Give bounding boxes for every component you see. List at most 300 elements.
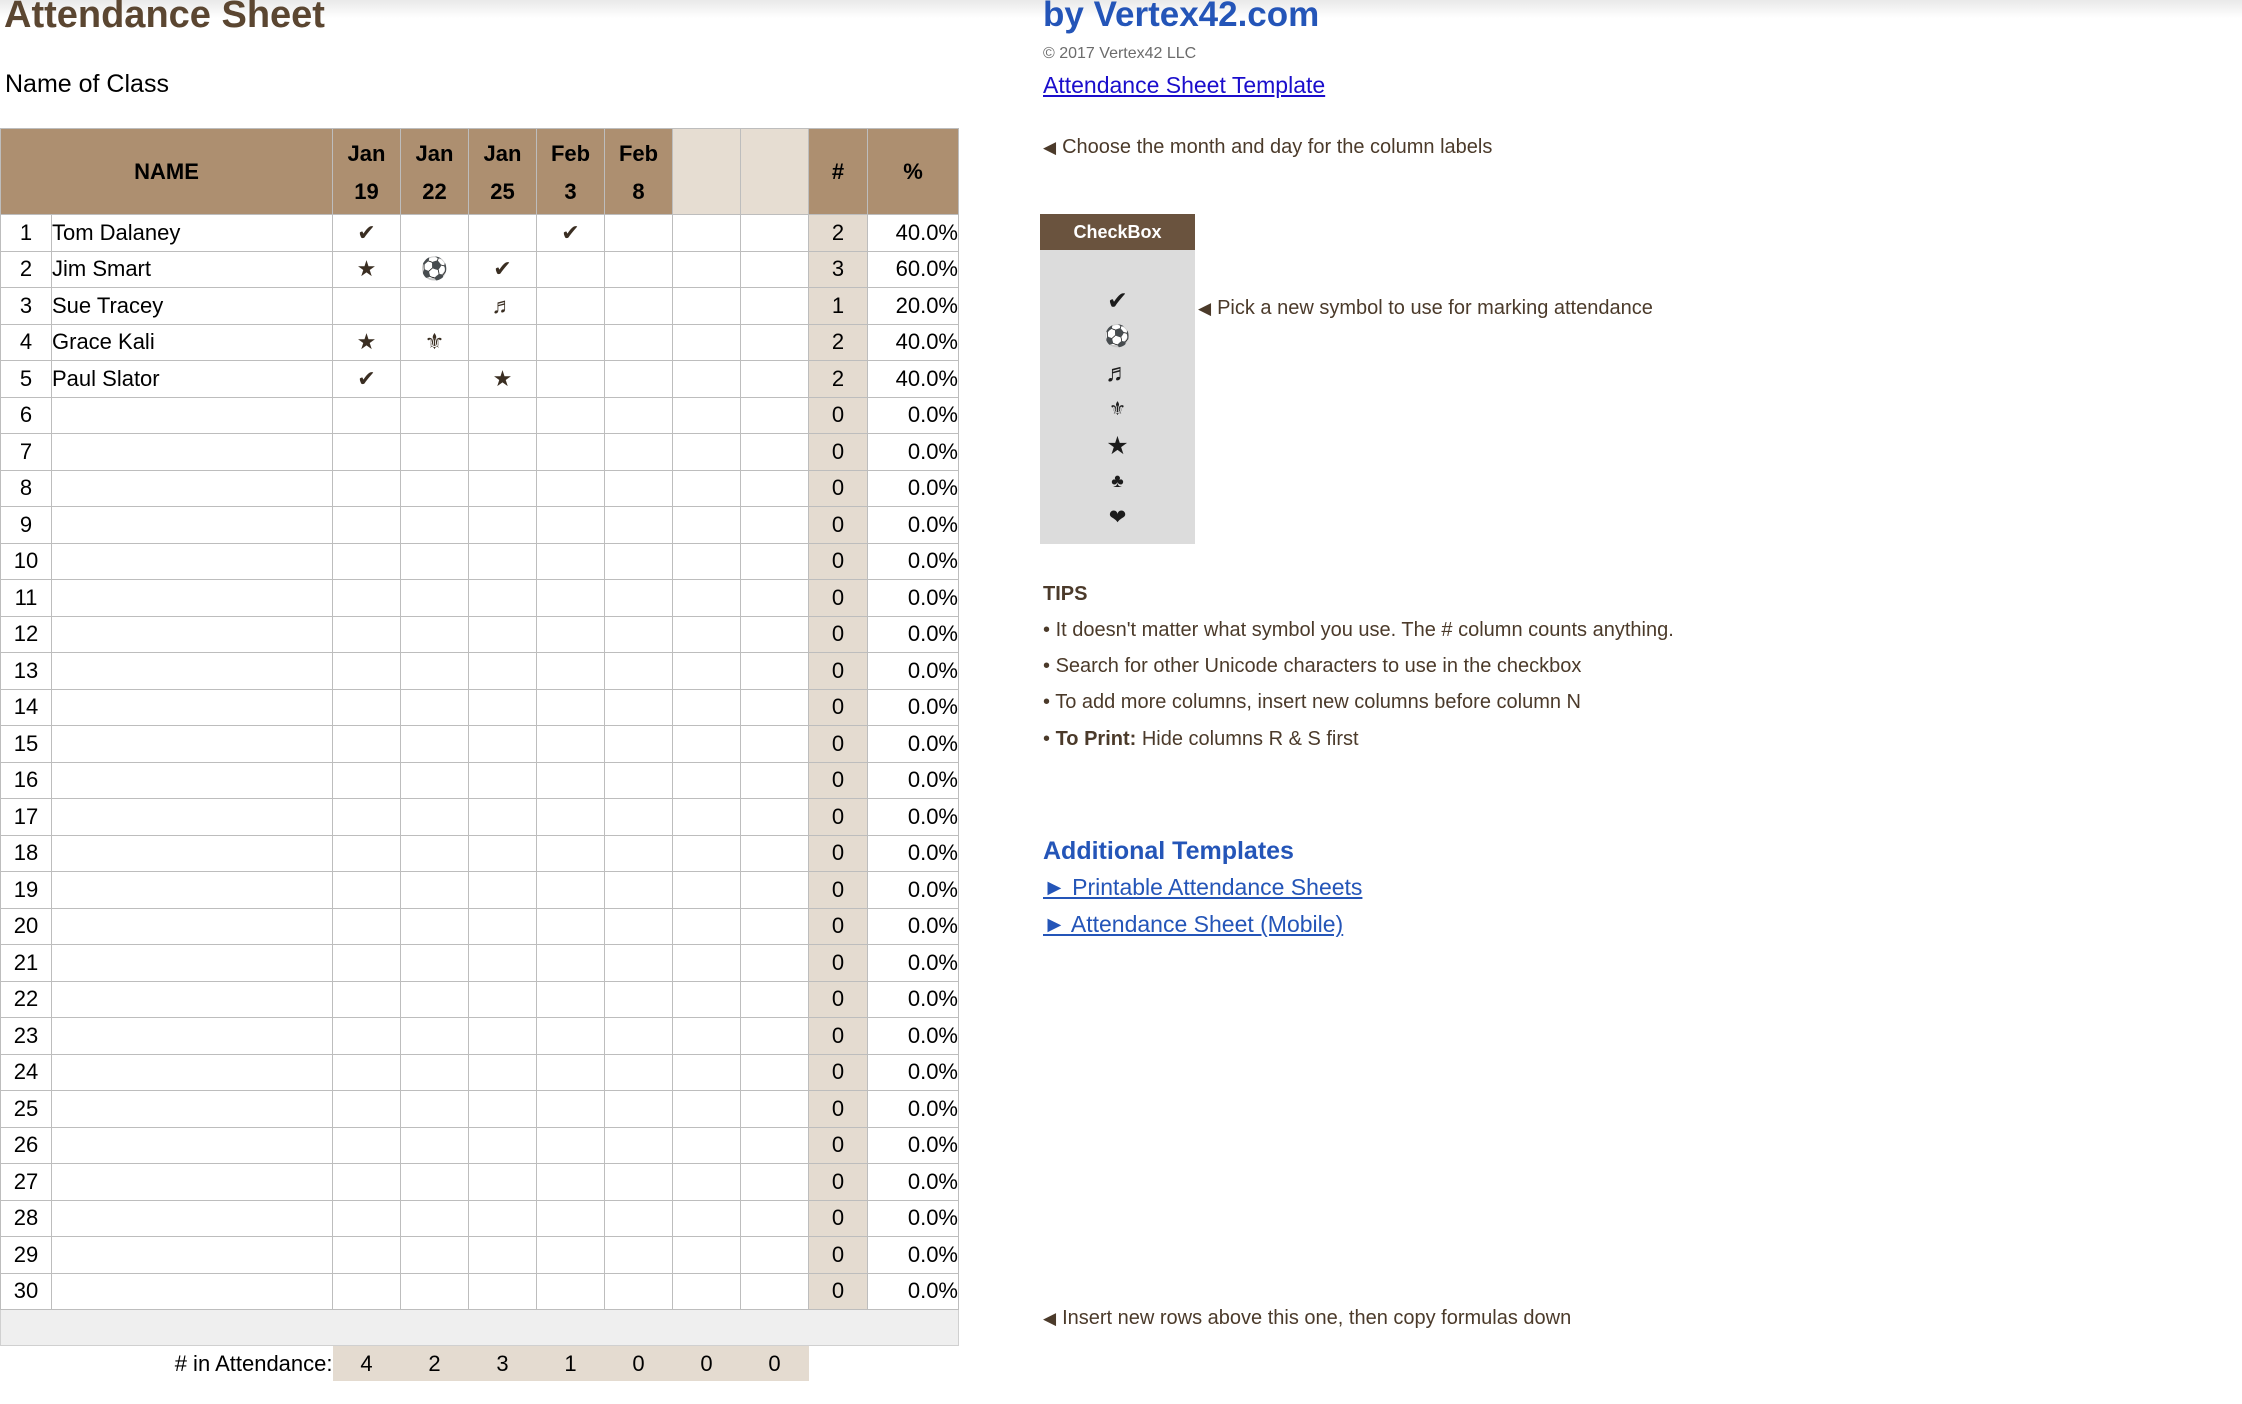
attendance-mark-cell[interactable] (537, 653, 605, 690)
attendance-mark-cell[interactable] (401, 908, 469, 945)
row-number: 15 (1, 726, 52, 763)
attendance-mark-cell[interactable] (741, 361, 809, 398)
attendance-mark-cell[interactable] (605, 1018, 673, 1055)
attendance-mark-cell[interactable] (333, 1200, 401, 1237)
attendance-mark-cell[interactable] (469, 872, 537, 909)
attendance-mark-cell[interactable] (673, 1237, 741, 1274)
attendance-mark-cell[interactable] (605, 1273, 673, 1310)
student-name-cell[interactable] (52, 434, 333, 471)
student-name-cell[interactable] (52, 1054, 333, 1091)
attendance-mark-cell[interactable] (741, 1237, 809, 1274)
attendance-percent-cell: 0.0% (868, 1054, 959, 1091)
attendance-mark-cell[interactable] (741, 324, 809, 361)
heart-icon[interactable]: ❤ (1108, 506, 1127, 529)
attendance-mark-cell[interactable] (605, 799, 673, 836)
attendance-mark-cell[interactable] (673, 288, 741, 325)
attendance-mark-cell[interactable] (401, 1018, 469, 1055)
student-name-cell[interactable] (52, 507, 333, 544)
check-mark-icon[interactable]: ✔ (1107, 287, 1128, 315)
attendance-mark-cell[interactable] (537, 1200, 605, 1237)
attendance-mark-cell[interactable] (605, 1091, 673, 1128)
attendance-mark-cell[interactable] (333, 653, 401, 690)
attendance-mark-cell[interactable] (401, 215, 469, 252)
attendance-mark-cell[interactable] (469, 653, 537, 690)
attendance-mark-cell[interactable] (401, 1054, 469, 1091)
attendance-mark-cell[interactable] (605, 470, 673, 507)
attendance-mark-cell[interactable] (741, 981, 809, 1018)
date-month: Feb (550, 140, 591, 166)
attendance-mark-cell[interactable] (401, 543, 469, 580)
attendance-mark-cell[interactable] (673, 945, 741, 982)
attendance-mark-cell[interactable] (469, 689, 537, 726)
attendance-mark-cell[interactable] (333, 507, 401, 544)
attendance-mark-cell[interactable] (401, 507, 469, 544)
attendance-mark-cell[interactable] (333, 1018, 401, 1055)
attendance-mark-cell[interactable] (333, 397, 401, 434)
attendance-mark-cell[interactable] (673, 324, 741, 361)
attendance-mark-cell[interactable] (673, 799, 741, 836)
attendance-mark-cell[interactable] (605, 434, 673, 471)
attendance-mark-cell[interactable] (741, 1200, 809, 1237)
soccer-ball-icon[interactable]: ⚽ (1104, 325, 1131, 348)
attendance-mark-cell[interactable]: ✔ (333, 215, 401, 252)
attendance-mark-cell[interactable] (469, 507, 537, 544)
attendance-mark-cell[interactable] (469, 616, 537, 653)
attendance-mark-cell[interactable] (605, 507, 673, 544)
attendance-percent-cell: 0.0% (868, 981, 959, 1018)
student-name-cell[interactable]: Tom Dalaney (52, 215, 333, 252)
attendance-mark-cell[interactable] (333, 580, 401, 617)
attendance-mark-cell[interactable] (673, 762, 741, 799)
attendance-mark-cell[interactable] (537, 1127, 605, 1164)
attendance-mark-cell[interactable] (401, 1164, 469, 1201)
attendance-mark-cell[interactable] (333, 543, 401, 580)
attendance-mark-cell[interactable] (469, 1237, 537, 1274)
attendance-mark-cell[interactable] (673, 1018, 741, 1055)
attendance-mark-cell[interactable] (537, 288, 605, 325)
attendance-mobile-link[interactable]: ► Attendance Sheet (Mobile) (1043, 911, 1344, 937)
attendance-mark-cell[interactable] (741, 653, 809, 690)
attendance-mark-cell[interactable] (741, 1164, 809, 1201)
attendance-mark-cell[interactable] (605, 1237, 673, 1274)
attendance-mark-cell[interactable] (741, 470, 809, 507)
attendance-mark-cell[interactable] (537, 1237, 605, 1274)
student-name-cell[interactable] (52, 1164, 333, 1201)
attendance-mark-cell[interactable] (741, 1273, 809, 1310)
attendance-mark-cell[interactable] (605, 872, 673, 909)
attendance-mark-cell[interactable] (333, 1237, 401, 1274)
attendance-mark-cell[interactable] (605, 288, 673, 325)
attendance-mark-cell[interactable] (605, 324, 673, 361)
attendance-mark-cell[interactable] (605, 1054, 673, 1091)
attendance-mark-cell[interactable] (333, 1164, 401, 1201)
total-cell: 4 (333, 1346, 401, 1382)
attendance-mark-cell[interactable] (537, 1091, 605, 1128)
attendance-mark-cell[interactable] (673, 361, 741, 398)
attendance-mark-cell[interactable] (605, 689, 673, 726)
attendance-mark-cell[interactable] (605, 580, 673, 617)
attendance-mark-cell[interactable] (401, 835, 469, 872)
attendance-mark-cell[interactable] (741, 288, 809, 325)
attendance-mark-cell[interactable] (673, 507, 741, 544)
row-number: 27 (1, 1164, 52, 1201)
attendance-mark-cell[interactable] (605, 835, 673, 872)
row-number: 8 (1, 470, 52, 507)
attendance-mark-cell[interactable] (469, 215, 537, 252)
attendance-mark-cell[interactable] (605, 543, 673, 580)
attendance-mark-cell[interactable] (537, 580, 605, 617)
attendance-mark-cell[interactable] (401, 616, 469, 653)
attendance-mark-cell[interactable] (333, 799, 401, 836)
attendance-mark-cell[interactable] (605, 1164, 673, 1201)
attendance-mark-cell[interactable] (469, 1164, 537, 1201)
student-name-cell[interactable] (52, 835, 333, 872)
attendance-count-cell: 0 (809, 470, 868, 507)
attendance-mark-cell[interactable] (537, 689, 605, 726)
student-name-cell[interactable] (52, 1018, 333, 1055)
tip-text: Search for other Unicode characters to use in the checkbox (1055, 655, 1582, 677)
attendance-mark-cell[interactable] (469, 324, 537, 361)
attendance-mark-cell[interactable] (605, 361, 673, 398)
star-icon[interactable]: ★ (1106, 432, 1129, 460)
attendance-mark-cell[interactable] (537, 1273, 605, 1310)
attendance-mark-cell[interactable] (605, 726, 673, 763)
date-header[interactable] (401, 129, 469, 215)
attendance-mark-cell[interactable] (673, 726, 741, 763)
attendance-mark-cell[interactable] (741, 507, 809, 544)
attendance-mark-cell[interactable] (537, 543, 605, 580)
attendance-mark-cell[interactable] (741, 689, 809, 726)
attendance-mark-cell[interactable] (537, 507, 605, 544)
attendance-mark-cell[interactable] (741, 762, 809, 799)
attendance-mark-cell[interactable] (605, 908, 673, 945)
class-name-field[interactable]: Name of Class (5, 70, 169, 98)
attendance-mark-cell[interactable] (469, 908, 537, 945)
attendance-mark-cell[interactable] (741, 580, 809, 617)
attendance-mark-cell[interactable] (673, 981, 741, 1018)
attendance-mark-cell[interactable] (469, 1127, 537, 1164)
student-name-cell[interactable] (52, 653, 333, 690)
attendance-mark-cell[interactable] (333, 689, 401, 726)
attendance-percent-cell: 0.0% (868, 726, 959, 763)
attendance-mark-cell[interactable] (537, 361, 605, 398)
attendance-mark-cell[interactable] (537, 251, 605, 288)
attendance-mark-cell[interactable] (673, 543, 741, 580)
attendance-mark-cell[interactable] (469, 397, 537, 434)
date-header-empty[interactable] (673, 129, 741, 215)
attendance-mark-cell[interactable]: ★ (333, 251, 401, 288)
attendance-mark-cell[interactable] (537, 981, 605, 1018)
attendance-mark-cell[interactable] (537, 726, 605, 763)
attendance-mark-cell[interactable] (333, 434, 401, 471)
attendance-mark-cell[interactable]: ⚽ (401, 251, 469, 288)
student-name-cell[interactable] (52, 762, 333, 799)
attendance-mark-cell[interactable] (469, 1091, 537, 1128)
student-name-cell[interactable] (52, 945, 333, 982)
attendance-mark-cell[interactable] (537, 324, 605, 361)
student-name-cell[interactable] (52, 1091, 333, 1128)
attendance-mark-cell[interactable] (673, 653, 741, 690)
attendance-mark-cell[interactable] (333, 945, 401, 982)
attendance-mark-cell[interactable] (537, 1018, 605, 1055)
attendance-count-cell: 0 (809, 726, 868, 763)
attendance-mark-cell[interactable] (469, 1273, 537, 1310)
attendance-mark-cell[interactable] (333, 288, 401, 325)
student-name-cell[interactable] (52, 689, 333, 726)
attendance-mark-cell[interactable] (605, 762, 673, 799)
attendance-mark-cell[interactable] (333, 470, 401, 507)
attendance-mark-cell[interactable] (605, 616, 673, 653)
table-row (1, 762, 959, 799)
attendance-mark-cell[interactable] (469, 1018, 537, 1055)
tip-item: • Search for other Unicode characters to use in the checkbox (1043, 655, 1582, 677)
table-row (1, 1127, 959, 1164)
attendance-mark-cell[interactable] (673, 835, 741, 872)
student-name-cell[interactable] (52, 981, 333, 1018)
attendance-count-cell: 0 (809, 1054, 868, 1091)
attendance-mark-cell[interactable] (469, 945, 537, 982)
attendance-mark-cell[interactable] (741, 1127, 809, 1164)
attendance-mark-cell[interactable] (741, 872, 809, 909)
attendance-mark-cell[interactable] (673, 1127, 741, 1164)
attendance-mark-cell[interactable] (605, 945, 673, 982)
attendance-mark-cell[interactable] (537, 799, 605, 836)
attendance-mark-cell[interactable] (537, 1054, 605, 1091)
template-link[interactable]: Attendance Sheet Template (1043, 72, 1326, 98)
attendance-mark-cell[interactable] (469, 1200, 537, 1237)
attendance-mark-cell[interactable] (605, 1127, 673, 1164)
attendance-mark-cell[interactable] (673, 580, 741, 617)
attendance-mark-cell[interactable] (537, 872, 605, 909)
student-name-cell[interactable] (52, 1127, 333, 1164)
student-name-cell[interactable]: Sue Tracey (52, 288, 333, 325)
attendance-mark-cell[interactable] (401, 799, 469, 836)
student-name-cell[interactable] (52, 908, 333, 945)
attendance-count-cell: 2 (809, 361, 868, 398)
attendance-mark-cell[interactable] (401, 1127, 469, 1164)
attendance-mark-cell[interactable] (401, 361, 469, 398)
percent-header: % (868, 129, 959, 215)
attendance-percent-cell: 0.0% (868, 1200, 959, 1237)
printable-attendance-link[interactable]: ► Printable Attendance Sheets (1043, 874, 1363, 900)
music-note-icon[interactable]: ♬ (1105, 359, 1130, 387)
attendance-mark-cell[interactable] (469, 981, 537, 1018)
attendance-mark-cell[interactable] (401, 653, 469, 690)
attendance-mark-cell[interactable] (741, 908, 809, 945)
date-header[interactable] (605, 129, 673, 215)
date-day: 8 (632, 178, 645, 204)
student-name-cell[interactable] (52, 397, 333, 434)
attendance-mark-cell[interactable] (605, 981, 673, 1018)
attendance-mark-cell[interactable] (741, 835, 809, 872)
attendance-mark-cell[interactable] (741, 1054, 809, 1091)
tip-bold: To Print: (1055, 728, 1137, 750)
attendance-mark-cell[interactable] (741, 1091, 809, 1128)
attendance-mark-cell[interactable] (333, 1127, 401, 1164)
attendance-mark-cell[interactable] (333, 1054, 401, 1091)
attendance-mark-cell[interactable] (537, 616, 605, 653)
table-row (1, 616, 959, 653)
attendance-mark-cell[interactable] (469, 543, 537, 580)
attendance-mark-cell[interactable] (333, 616, 401, 653)
attendance-mark-cell[interactable] (741, 799, 809, 836)
attendance-mark-cell[interactable] (333, 762, 401, 799)
attendance-mark-cell[interactable] (673, 1200, 741, 1237)
attendance-mark-cell[interactable] (469, 726, 537, 763)
student-name-cell[interactable] (52, 543, 333, 580)
attendance-mark-cell[interactable] (741, 616, 809, 653)
attendance-count-cell: 0 (809, 762, 868, 799)
attendance-mark-cell[interactable] (401, 726, 469, 763)
total-cell: 3 (469, 1346, 537, 1382)
student-name-cell[interactable] (52, 1237, 333, 1274)
attendance-table (0, 128, 959, 1381)
student-name-cell[interactable] (52, 1200, 333, 1237)
attendance-mark-cell[interactable] (401, 434, 469, 471)
row-number: 19 (1, 872, 52, 909)
attendance-mark-cell[interactable] (401, 397, 469, 434)
attendance-count-cell: 0 (809, 1237, 868, 1274)
attendance-mark-cell[interactable] (333, 835, 401, 872)
attendance-mark-cell[interactable] (537, 835, 605, 872)
attendance-mark-cell[interactable] (469, 762, 537, 799)
attendance-percent-cell: 0.0% (868, 1237, 959, 1274)
student-name-cell[interactable]: Grace Kali (52, 324, 333, 361)
attendance-mark-cell[interactable] (741, 726, 809, 763)
attendance-mark-cell[interactable] (333, 872, 401, 909)
attendance-mark-cell[interactable] (469, 1054, 537, 1091)
attendance-mark-cell[interactable]: ★ (469, 361, 537, 398)
attendance-mark-cell[interactable] (673, 1054, 741, 1091)
club-icon[interactable]: ♣ (1111, 471, 1124, 492)
attendance-mark-cell[interactable]: ⚜ (401, 324, 469, 361)
attendance-mark-cell[interactable] (333, 1273, 401, 1310)
attendance-mark-cell[interactable] (741, 397, 809, 434)
student-name-cell[interactable]: Paul Slator (52, 361, 333, 398)
attendance-mark-cell[interactable] (673, 1164, 741, 1201)
attendance-mark-cell[interactable]: ♬ (469, 288, 537, 325)
attendance-mark-cell[interactable]: ✔ (469, 251, 537, 288)
attendance-mark-cell[interactable] (401, 1200, 469, 1237)
attendance-mark-cell[interactable] (741, 945, 809, 982)
attendance-mark-cell[interactable] (605, 251, 673, 288)
student-name-cell[interactable] (52, 580, 333, 617)
attendance-mark-cell[interactable] (673, 1091, 741, 1128)
attendance-mark-cell[interactable] (741, 251, 809, 288)
student-name-cell[interactable] (52, 726, 333, 763)
attendance-mark-cell[interactable] (333, 1091, 401, 1128)
attendance-mark-cell[interactable] (537, 908, 605, 945)
attendance-mark-cell[interactable] (741, 543, 809, 580)
table-row (1, 1200, 959, 1237)
student-name-cell[interactable] (52, 872, 333, 909)
row-number: 9 (1, 507, 52, 544)
attendance-mark-cell[interactable]: ✔ (537, 215, 605, 252)
student-name-cell[interactable] (52, 1273, 333, 1310)
attendance-mark-cell[interactable] (537, 434, 605, 471)
date-header-empty[interactable] (741, 129, 809, 215)
attendance-mark-cell[interactable] (605, 653, 673, 690)
student-name-cell[interactable] (52, 616, 333, 653)
attendance-mark-cell[interactable] (401, 689, 469, 726)
attendance-mark-cell[interactable] (401, 872, 469, 909)
student-name-cell[interactable] (52, 470, 333, 507)
attendance-mark-cell[interactable] (673, 872, 741, 909)
date-month (673, 171, 740, 173)
triangle-left-icon: ◀ (1198, 299, 1212, 318)
student-name-cell[interactable] (52, 799, 333, 836)
table-row (1, 653, 959, 690)
table-row (1, 872, 959, 909)
attendance-mark-cell[interactable] (537, 1164, 605, 1201)
attendance-mark-cell[interactable] (673, 470, 741, 507)
attendance-mark-cell[interactable] (673, 1273, 741, 1310)
table-row (1, 580, 959, 617)
attendance-mark-cell[interactable] (605, 1200, 673, 1237)
row-number: 22 (1, 981, 52, 1018)
attendance-mark-cell[interactable] (673, 397, 741, 434)
total-cell: 2 (401, 1346, 469, 1382)
attendance-mark-cell[interactable] (333, 726, 401, 763)
date-header[interactable] (537, 129, 605, 215)
attendance-percent-cell: 0.0% (868, 1091, 959, 1128)
attendance-mark-cell[interactable] (401, 762, 469, 799)
attendance-mark-cell[interactable] (537, 397, 605, 434)
attendance-mark-cell[interactable] (401, 1091, 469, 1128)
attendance-mark-cell[interactable] (673, 215, 741, 252)
student-name-cell[interactable]: Jim Smart (52, 251, 333, 288)
attendance-mark-cell[interactable] (333, 908, 401, 945)
attendance-mark-cell[interactable] (401, 1237, 469, 1274)
attendance-mark-cell[interactable] (741, 215, 809, 252)
attendance-mark-cell[interactable] (401, 470, 469, 507)
attendance-mark-cell[interactable] (741, 1018, 809, 1055)
attendance-mark-cell[interactable] (469, 434, 537, 471)
attendance-mark-cell[interactable] (605, 397, 673, 434)
attendance-mark-cell[interactable] (673, 616, 741, 653)
attendance-mark-cell[interactable] (741, 434, 809, 471)
attendance-mark-cell[interactable] (673, 908, 741, 945)
attendance-mark-cell[interactable] (401, 580, 469, 617)
attendance-mark-cell[interactable] (401, 1273, 469, 1310)
attendance-mark-cell[interactable] (469, 799, 537, 836)
attendance-mark-cell[interactable] (401, 288, 469, 325)
attendance-mark-cell[interactable] (469, 580, 537, 617)
fleur-de-lis-icon[interactable]: ⚜ (1108, 399, 1127, 420)
attendance-mark-cell[interactable]: ★ (333, 324, 401, 361)
attendance-mark-cell[interactable] (537, 470, 605, 507)
attendance-mark-cell[interactable] (401, 945, 469, 982)
date-header[interactable] (333, 129, 401, 215)
attendance-count-cell: 0 (809, 799, 868, 836)
attendance-mark-cell[interactable] (333, 981, 401, 1018)
date-month: Jan (483, 140, 522, 166)
attendance-mark-cell[interactable] (673, 251, 741, 288)
attendance-mark-cell[interactable] (537, 762, 605, 799)
choose-month-note (1043, 136, 1492, 159)
header-row (1, 129, 959, 215)
row-number: 21 (1, 945, 52, 982)
attendance-mark-cell[interactable] (401, 981, 469, 1018)
attendance-mark-cell[interactable] (605, 215, 673, 252)
attendance-mark-cell[interactable] (469, 470, 537, 507)
date-header[interactable] (469, 129, 537, 215)
attendance-mark-cell[interactable] (673, 434, 741, 471)
attendance-mark-cell[interactable] (469, 835, 537, 872)
attendance-mark-cell[interactable] (673, 689, 741, 726)
attendance-mark-cell[interactable]: ✔ (333, 361, 401, 398)
attendance-mark-cell[interactable] (537, 945, 605, 982)
